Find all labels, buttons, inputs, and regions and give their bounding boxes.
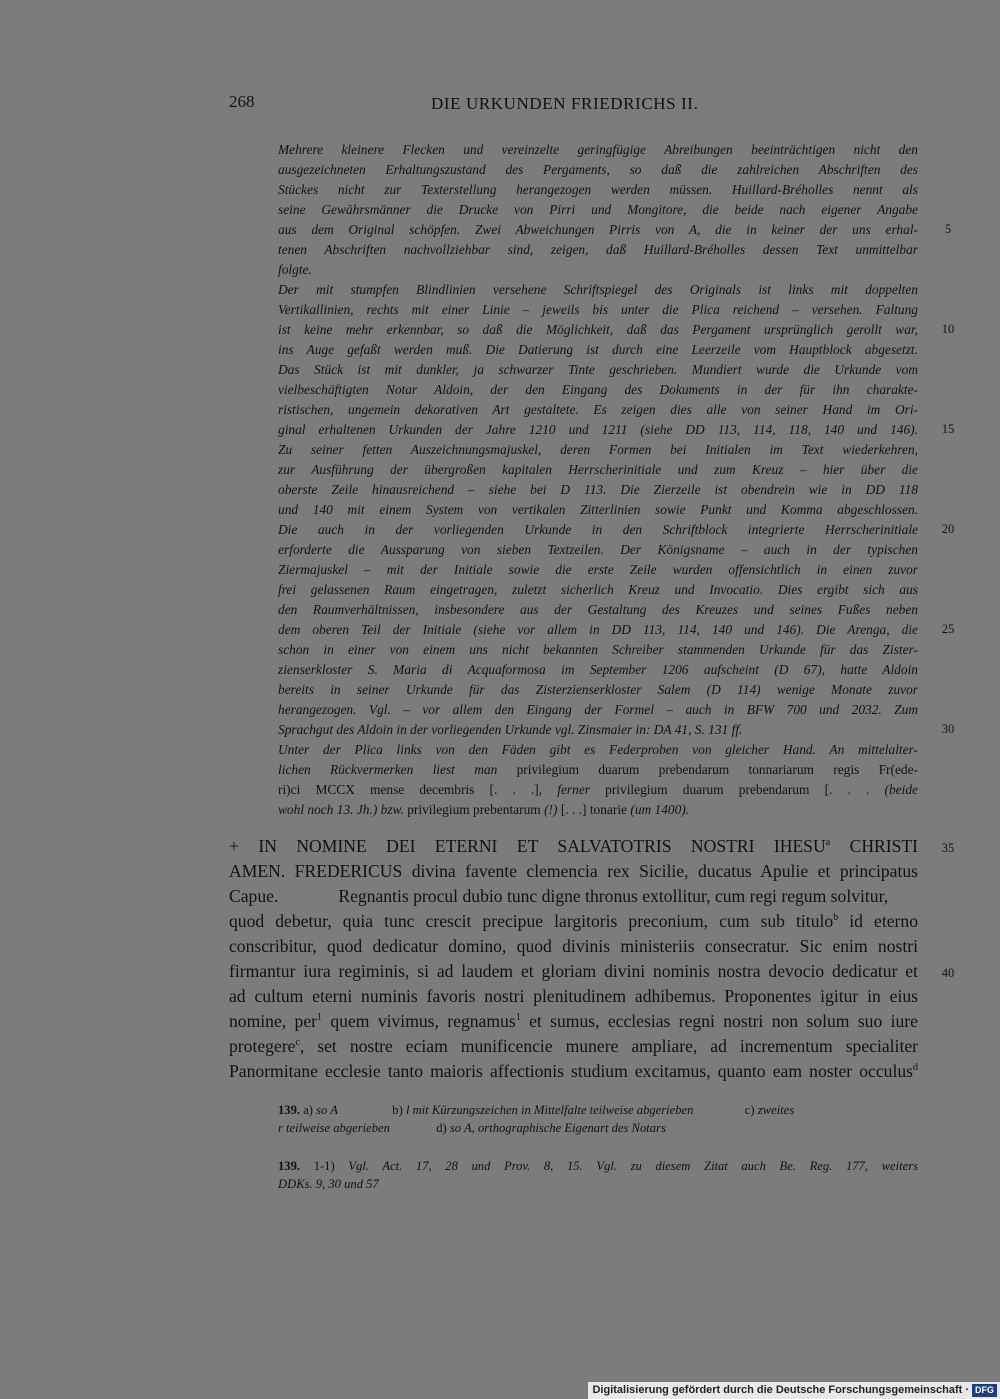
commentary-line: Unter der Plica links von den Fäden gibt es Federproben von gleicher Hand. An mittelalter- [278, 742, 918, 757]
charter-line: ad cultum eterni numinis favoris nostri plenitudinem adhibemus. Proponentes igitur in eius [229, 986, 918, 1006]
apparatus-key: b) [392, 1103, 403, 1117]
line-number: 15 [941, 422, 955, 436]
apparatus-entry: l mit Kürzungszeichen in Mittelfalte teilweise abgerieben [405, 1103, 694, 1117]
apparatus-entry: r teilweise abgerieben [278, 1121, 390, 1135]
note-ref: 1-1) [313, 1159, 335, 1173]
page-header [0, 92, 1000, 118]
charter-text-segment: id eterno [849, 911, 918, 931]
charter-text-segment: + IN NOMINE DEI ETERNI ET SALVATOTRIS NOSTRI IHESU [229, 836, 826, 856]
commentary-line: Sprachgut des Aldoin in der vorliegenden Urkunde vgl. Zinsmaier in: DA 41, S. 131 ff. [278, 722, 743, 737]
charter-line [229, 1009, 918, 1034]
commentary-line [278, 800, 918, 820]
apparatus-entry: so A [316, 1103, 338, 1117]
line-number: 25 [941, 622, 955, 636]
line-number: 30 [941, 722, 955, 736]
charter-text-segment: protegere [229, 1036, 296, 1056]
apparatus-line [278, 1119, 918, 1137]
commentary-line: ist keine mehr erkennbar, so daß die Möglichkeit, daß das Pergament ursprünglich gerollt war, [278, 322, 918, 337]
charter-text-segment: Panormitane ecclesie tanto maioris affectionis studium excitamus, quanto eam noster occulus [229, 1061, 913, 1081]
line-number: 40 [941, 966, 955, 980]
charter-text-segment: quod debetur, quia tunc crescit precipue largitoris preconium, cum sub titulo [229, 911, 834, 931]
footnote-marker: c [295, 1037, 300, 1049]
charter-text-segment: Capue. [229, 886, 279, 906]
commentary-line: seine Gewährsmänner die Drucke von Pirri und Mongitore, die beide nach eigener Angabe [278, 202, 918, 217]
note-line [278, 1157, 918, 1175]
footnote-marker: a [825, 837, 831, 849]
commentary-line [278, 760, 918, 780]
commentary-text: (!) [544, 802, 558, 817]
commentary-text: (beide [884, 782, 918, 797]
line-number: 20 [941, 522, 955, 536]
commentary-line: und 140 mit einem System von vertikalen Zitterlinien sowie Punkt und Komma abgeschlossen. [278, 502, 918, 517]
commentary-line: ristischen, ungemein dekorativen Art gestaltete. Es zeigen dies alle von seiner Hand im Ori- [278, 402, 918, 417]
commentary-line: zienserkloster S. Maria di Acquaformosa im September 1206 aufscheint (D 67), hatte Aldoin [278, 662, 918, 677]
charter-line: AMEN. FREDERICUS divina favente clemencia rex Sicilie, ducatus Apulie et principatus [229, 861, 918, 881]
charter-text-segment: Regnantis procul dubio tunc digne thronus extollitur, cum regi regum solvitur, [338, 886, 889, 906]
line-number: 35 [941, 841, 955, 855]
page-number: 268 [229, 92, 255, 111]
commentary-line: schon in einer von einem uns nicht bekannten Schreiber stammenden Urkunde für das Zister- [278, 642, 918, 657]
commentary-text: wohl noch 13. Jh.) bzw. [278, 802, 404, 817]
note-line: DDKs. 9, 30 und 57 [278, 1177, 379, 1191]
apparatus-key: d) [436, 1121, 447, 1135]
charter-line [229, 834, 918, 859]
dorsal-note-quote: ri)ci MCCX mense decembris [. . .], [278, 782, 543, 797]
commentary-line: Der mit stumpfen Blindlinien versehene Schriftspiegel des Originals ist links mit doppelten [278, 282, 918, 297]
footnote-marker: d [913, 1062, 918, 1074]
apparatus-entry: so A, orthographische Eigenart des Notars [449, 1121, 666, 1135]
charter-line [229, 1034, 918, 1059]
line-number: 10 [941, 322, 955, 336]
charter-text-segment: CHRISTI [849, 836, 919, 856]
charter-line [229, 884, 918, 909]
apparatus-key: a) [303, 1103, 313, 1117]
apparatus-line [278, 1101, 918, 1119]
charter-text-segment: nomine, per [229, 1011, 317, 1031]
commentary-text: (um 1400). [630, 802, 690, 817]
dfg-logo: DFG [972, 1384, 997, 1397]
charter-line: conscribitur, quod dedicatur domino, quod divinis ministeriis consecratur. Sic enim nostri [229, 936, 918, 956]
footnote-marker: 1 [317, 1012, 322, 1024]
line-number: 5 [944, 222, 952, 236]
commentary-line: Zu seiner fetten Auszeichnungsmajuskel, deren Formen bei Initialen im Text wiederkehren, [278, 442, 918, 457]
note-number: 139. [278, 1159, 301, 1173]
footnote-marker: 1 [515, 1012, 521, 1024]
apparatus-key: c) [744, 1103, 755, 1117]
charter-line [229, 909, 918, 934]
charter-text-segment: , set nostre eciam munificencie munere ampliare, ad incrementum specialiter [299, 1036, 918, 1056]
dorsal-note-quote: privilegium prebentarum [407, 802, 541, 817]
apparatus-entry: zweites [757, 1103, 795, 1117]
commentary-line: aus dem Original schöpfen. Zwei Abweichungen Pirris von A, die in keiner der uns erhal- [278, 222, 918, 237]
commentary-line: erforderte die Aussparung von sieben Textzeilen. Der Königsname – auch in der typischen [278, 542, 918, 557]
footnote-marker: b [833, 912, 839, 924]
commentary-line: oberste Zeile hinausreichend – siehe bei D 113. Die Zierzeile ist obendrein wie in DD 118 [278, 482, 918, 497]
credit-text: Digitalisierung gefördert durch die Deutsche Forschungsgemeinschaft · [592, 1384, 969, 1396]
commentary-line: tenen Abschriften nachvollziehbar sind, zeigen, daß Huillard-Bréholles dessen Text unmittelbar [278, 242, 918, 257]
commentary-line: zur Ausführung der übergroßen kapitalen Herrscherinitiale und zum Kreuz – hier über die [278, 462, 918, 477]
charter-line: firmantur iura regiminis, si ad laudem et gloriam divini nominis nostra devocio dedicatur et [229, 961, 918, 981]
commentary-line: Die auch in der vorliegenden Urkunde in den Schriftblock integrierte Herrscherinitiale [278, 522, 918, 537]
commentary-line: Mehrere kleinere Flecken und vereinzelte geringfügige Abreibungen beeinträchtigen nicht den [278, 142, 918, 157]
commentary-line: folgte. [278, 262, 312, 277]
commentary-line: dem oberen Teil der Initiale (siehe vor allem in DD 113, 114, 140 und 146). Die Arenga, die [278, 622, 918, 637]
running-title: DIE URKUNDEN FRIEDRICHS II. [431, 94, 699, 113]
note-text: Vgl. Act. 17, 28 und Prov. 8, 15. Vgl. zu diesem Zitat auch Be. Reg. 177, weiters [348, 1159, 919, 1173]
dorsal-note-quote: privilegium duarum prebendarum tonnariarum regis Fr(ede- [516, 762, 918, 777]
commentary-text: ferner [557, 782, 590, 797]
commentary-text: lichen Rückvermerken liest man [278, 762, 498, 777]
dorsal-note-quote: [. . .] tonarie [560, 802, 627, 817]
commentary-line: ginal erhaltenen Urkunden der Jahre 1210 und 1211 (siehe DD 113, 114, 118, 140 und 146). [278, 422, 918, 437]
dorsal-note-quote: privilegium duarum prebendarum [. . . [605, 782, 870, 797]
commentary-line: Das Stück ist mit dunkler, ja schwarzer Tinte geschrieben. Mundiert wurde die Urkunde vom [278, 362, 918, 377]
commentary-line: ausgezeichneten Erhaltungszustand des Pergaments, so daß die zahlreichen Abschriften des [278, 162, 918, 177]
commentary-line: Stückes nicht zur Texterstellung herangezogen werden müssen. Huillard-Bréholles nennt als [278, 182, 918, 197]
charter-line [229, 1059, 918, 1084]
charter-text-segment: quem vivimus, regnamus [330, 1011, 516, 1031]
apparatus-number: 139. [278, 1103, 301, 1117]
commentary-line: ins Auge gefaßt werden muß. Die Datierung ist durch eine Leerzeile vom Hauptblock abgesetzt. [278, 342, 918, 357]
commentary-line: vielbeschäftigten Notar Aldoin, der den Eingang des Dokuments in der für ihn charakte- [278, 382, 918, 397]
commentary-line: Vertikallinien, rechts mit einer Linie – jeweils bis unter die Plica reichend – versehen. Faltung [278, 302, 918, 317]
commentary-line: frei gelassenen Raum eingetragen, zuletzt sicherlich Kreuz und Invocatio. Dies ergibt sich aus [278, 582, 918, 597]
commentary-line [278, 780, 918, 800]
commentary-line: bereits in seiner Urkunde für das Zisterzienserkloster Salem (D 114) wenige Monate zuvor [278, 682, 918, 697]
commentary-line: herangezogen. Vgl. – vor allem den Eingang der Formel – auch in BFW 700 und 2032. Zum [278, 702, 918, 717]
commentary-line: Ziermajuskel – mit der Initiale sowie die erste Zeile wurden offensichtlich in einen zuvor [278, 562, 918, 577]
commentary-line: den Raumverhältnissen, insbesondere aus der Gestaltung des Kreuzes und seines Fußes neben [278, 602, 918, 617]
charter-text-segment: et sumus, ecclesias regni nostri non solum suo iure [529, 1011, 918, 1031]
digitization-credit [588, 1382, 1000, 1399]
